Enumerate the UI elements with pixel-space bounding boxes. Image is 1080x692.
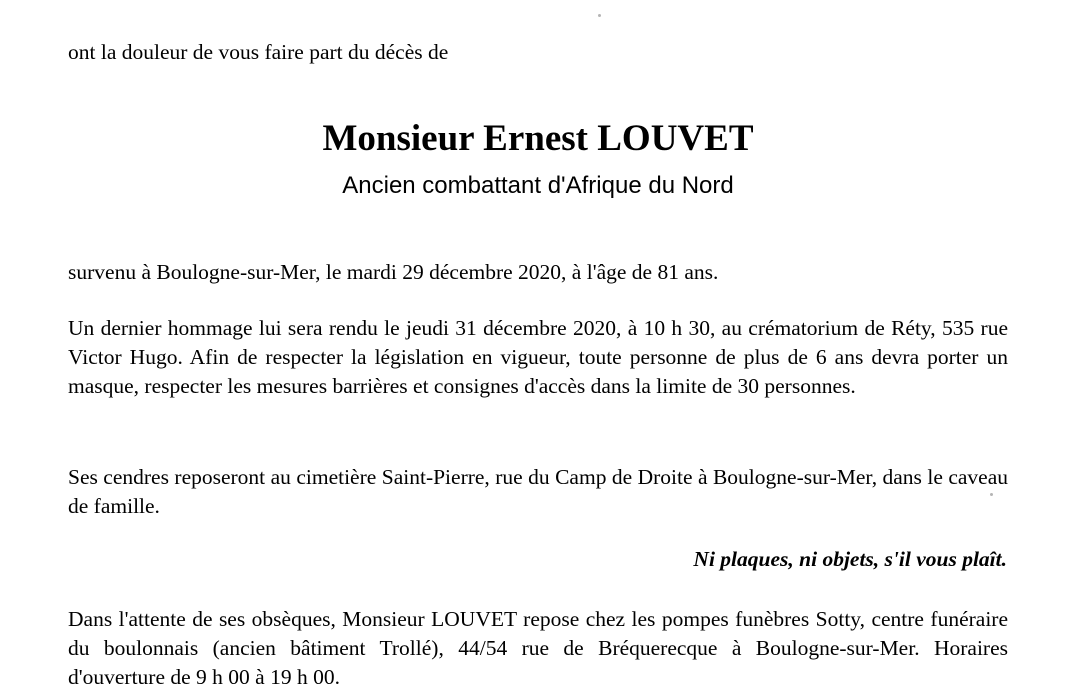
tribute-paragraph: Un dernier hommage lui sera rendu le jeudi 31 décembre 2020, à 10 h 30, au crématorium de Réty, 535 rue Victor Hugo. Afin de respecter la législation en vigueur, toute personne de plus de 6 ans devra porter un masque, respecter les mesures barrières et consignes d'accès dans la limite de 30 personnes. [68, 316, 1008, 398]
scan-speck [598, 14, 601, 17]
deceased-name: Monsieur Ernest LOUVET [322, 118, 754, 159]
resting-place-paragraph: Dans l'attente de ses obsèques, Monsieur LOUVET repose chez les pompes funèbres Sotty, centre funéraire du boulonnais (ancien bâtiment Trollé), 44/54 rue de Bréquerecque à Boulogne-sur-Mer. Horaires d'ouverture de 9 h 00 à 19 h 00. [68, 607, 1008, 689]
no-flowers-note: Ni plaques, ni objets, s'il vous plaît. [693, 547, 1007, 571]
intro-line: ont la douleur de vous faire part du décès de [68, 40, 449, 64]
death-notice-paragraph: survenu à Boulogne-sur-Mer, le mardi 29 décembre 2020, à l'âge de 81 ans. [68, 260, 719, 284]
ashes-paragraph: Ses cendres reposeront au cimetière Saint-Pierre, rue du Camp de Droite à Boulogne-sur-Mer, dans le caveau de famille. [68, 465, 1008, 518]
deceased-subtitle: Ancien combattant d'Afrique du Nord [342, 172, 734, 199]
